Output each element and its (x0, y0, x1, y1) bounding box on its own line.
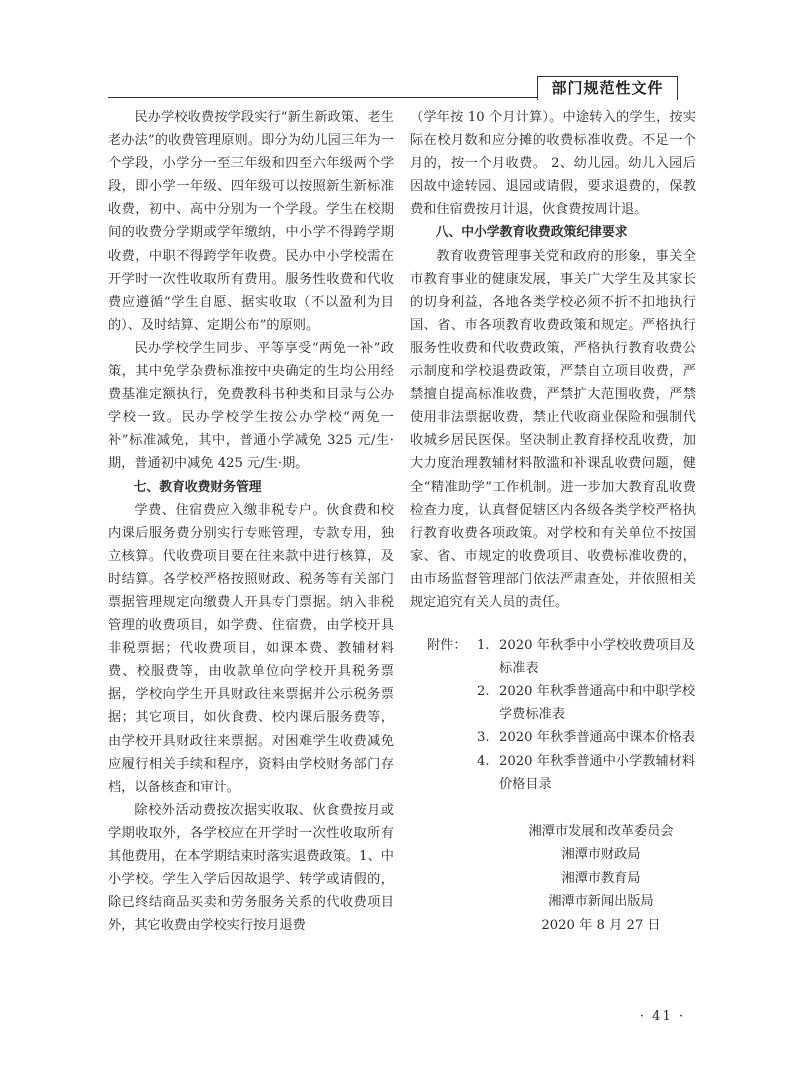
section-heading-7: 七、教育收费财务管理 (133, 479, 262, 495)
attachment-number: 2. (477, 684, 490, 700)
left-column (108, 106, 394, 937)
attachment-number: 3. (477, 730, 490, 746)
paragraph: 教育收费管理事关党和政府的形象，事关全市教育事业的健康发展，事关广大学生及其家长的切身利益，各地各类学校必须不折不扣地执行国、省、市各项教育收费政策和规定。严格执行服务性收费和代收费政策，严格执行教育收费公示制度和学校退费政策，严禁自立项目收费，严禁擅自提高标准收费，严禁扩大范围收费，严禁使用非法票据收费，禁止代收商业保险和强制代收城乡居民医保。坚决制止教育择校乱收费，加大力度治理教辅材料散滥和补课乱收费问题，健全“精准助学”工作机制。进一步加大教育乱收费检查力度，认真督促辖区内各级各类学校严格执行教育收费各项政策。对学校和有关单位不按国家、省、市规定的收费项目、收费标准收费的，由市场监督管理部门依法严肃查处，并依照相关规定追究有关人员的责任。 (410, 248, 696, 610)
section-heading-8: 八、中小学教育收费政策纪律要求 (435, 225, 628, 241)
section-title: 部门规范性文件 (537, 76, 678, 100)
issuing-org: 湘潭市新闻出版局 (548, 894, 654, 910)
paragraph: 民办学校收费按学段实行“新生新政策、老生老办法”的收费管理原则。即分为幼儿园三年为一个学段，小学分一至三年级和四至六年级两个学段，即小学一年级、四年级可以按照新生新标准收费，初中、高中分别为一个学段。学生在校期间的收费分学期或学年缴纳，中小学不得跨学期收费，中职不得跨学年收费。民办中小学校需在开学时一次性收取所有费用。服务性收费和代收费应遵循“学生自愿、据实收取（不以盈利为目的）、及时结算、定期公布”的原则。 (108, 110, 394, 333)
attachment-text: 2020 年秋季普通高中课本价格表 (499, 730, 696, 746)
attachment-item (427, 634, 696, 680)
attachment-text: 2020 年秋季普通高中和中职学校学费标准表 (499, 684, 696, 723)
attachment-item (427, 680, 696, 726)
paragraph: 学费、住宿费应入缴非税专户。伙食费和校内课后服务费分别实行专账管理，专款专用，独立核算。代收费项目要在往来款中进行核算，及时结算。各学校严格按照财政、税务等有关部门票据管理规定向缴费人开具专门票据。纳入非税管理的收费项目，如学费、住宿费，由学校开具非税票据；代收费项目，如课本费、教辅材料费、校服费等，由收款单位向学校开具税务票据，学校向学生开具财政往来票据并公示税务票据；其它项目，如伙食费、校内课后服务费等，由学校开具财政往来票据。对困难学生收费减免应履行相关手续和程序，资料由学校财务部门存档，以备核查和审计。 (108, 502, 394, 795)
attachment-item (427, 726, 696, 749)
right-column (410, 106, 696, 937)
issuing-org: 湘潭市财政局 (561, 847, 641, 863)
issue-date: 2020 年 8 月 27 日 (541, 917, 661, 933)
issuing-org: 湘潭市教育局 (561, 870, 641, 886)
signature-block (410, 820, 681, 938)
paragraph: 除校外活动费按次据实收取、伙食费按月或学期收取外，各学校应在开学时一次性收取所有其他费用，在本学期结束时落实退费政策。1、中小学校。学生入学后因故退学、转学或请假的，除已终结商品买卖和劳务服务关系的代收费项目外，其它收费由学校实行按月退费 (108, 802, 394, 934)
page-number: · 41 · (639, 1009, 685, 1024)
attachment-number: 4. (477, 753, 490, 769)
issuing-org: 湘潭市发展和改革委员会 (528, 823, 674, 839)
attachment-text: 2020 年秋季普通中小学教辅材料价格目录 (499, 753, 696, 792)
attachment-item (427, 750, 696, 796)
attachment-number: 1. (477, 638, 490, 654)
paragraph: （学年按 10 个月计算）。中途转入的学生，按实际在校月数和应分摊的收费标准收费。不足一个月的，按一个月收费。 2、幼儿园。幼儿入园后因故中途转园、退园或请假，要求退费的，保教费和住宿费按月计退，伙食费按周计退。 (410, 110, 696, 218)
attachment-prefix: 附件： (427, 638, 467, 654)
paragraph: 民办学校学生同步、平等享受“两免一补”政策，其中免学杂费标准按中央确定的生均公用经费基准定额执行，免费教科书种类和目录与公办学校一致。民办学校学生按公办学校“两免一补”标准减免，其中，普通小学减免 325 元/生·期，普通初中减免 425 元/生·期。 (108, 340, 394, 472)
attachment-text: 2020 年秋季中小学校收费项目及标准表 (499, 638, 696, 677)
attachment-list (410, 634, 696, 796)
